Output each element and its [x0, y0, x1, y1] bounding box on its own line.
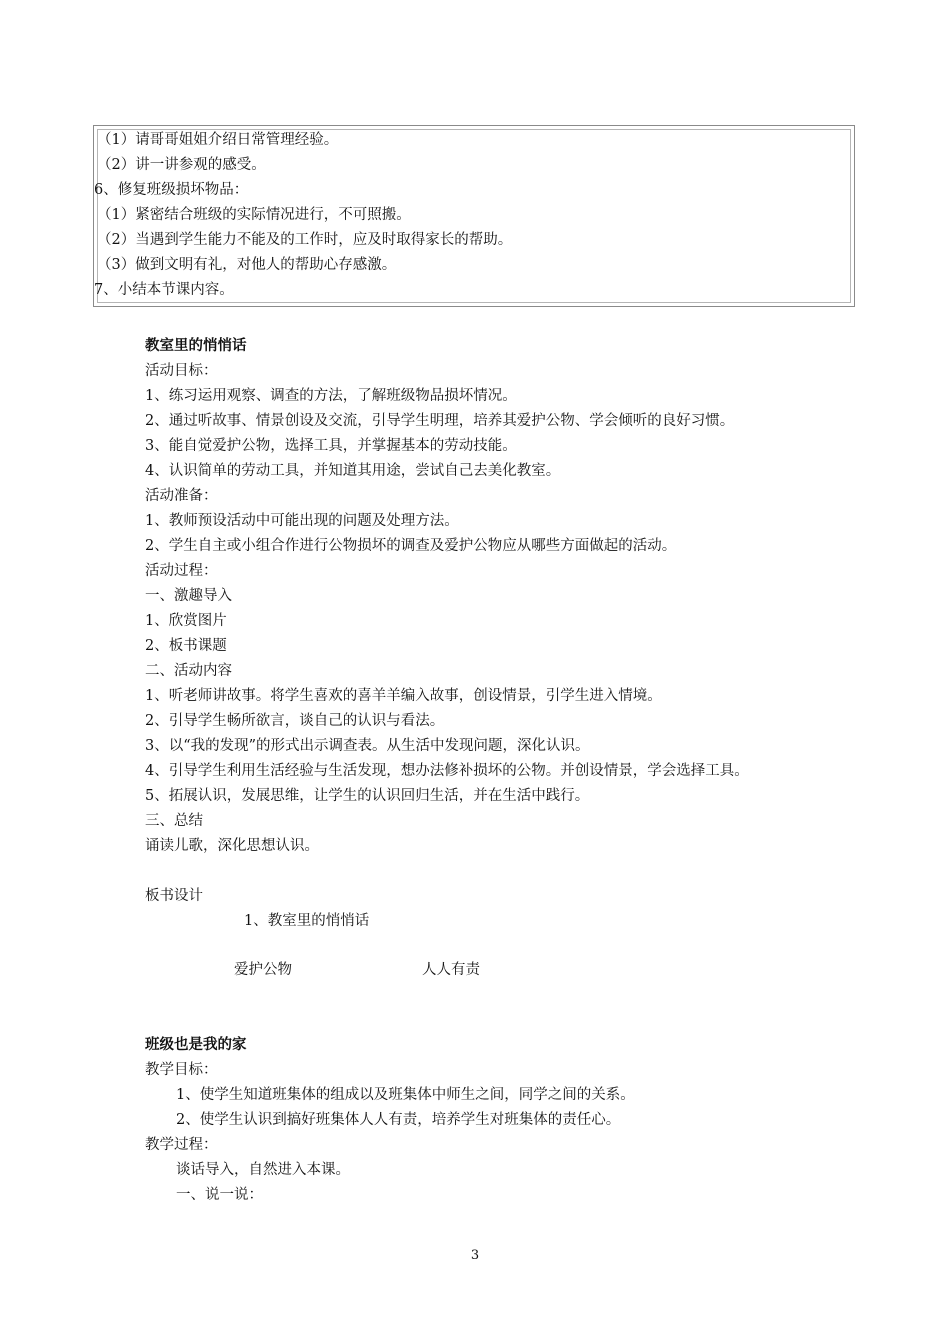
section1-goal-3: 3、能自觉爱护公物，选择工具，并掌握基本的劳动技能。 — [145, 438, 517, 454]
box-line-4: （1）紧密结合班级的实际情况进行，不可照搬。 — [97, 207, 411, 223]
box-line-1: （1）请哥哥姐姐介绍日常管理经验。 — [97, 132, 339, 148]
box-line-3: 6、修复班级损坏物品： — [94, 182, 249, 198]
page-number: 3 — [470, 1248, 480, 1263]
board-design-right: 人人有责 — [422, 962, 480, 978]
section1-process-1: 一、激趣导入 — [145, 588, 232, 604]
section1-process-10: 三、总结 — [145, 813, 203, 829]
section2-goal-2: 2、使学生认识到搞好班集体人人有责，培养学生对班集体的责任心。 — [176, 1112, 621, 1128]
section1-goal-1: 1、练习运用观察、调查的方法，了解班级物品损坏情况。 — [145, 388, 517, 404]
box-line-7: 7、小结本节课内容。 — [94, 282, 234, 298]
section1-prep-1: 1、教师预设活动中可能出现的问题及处理方法。 — [145, 513, 459, 529]
section1-goals-label: 活动目标： — [145, 363, 218, 379]
board-design-title: 1、教室里的悄悄话 — [244, 913, 370, 929]
section1-process-3: 2、板书课题 — [145, 638, 227, 654]
board-design-left: 爱护公物 — [234, 962, 292, 978]
section2-goals-label: 教学目标： — [145, 1062, 218, 1078]
section1-process-11: 诵读儿歌，深化思想认识。 — [145, 838, 319, 854]
section1-process-label: 活动过程： — [145, 563, 218, 579]
box-line-5: （2）当遇到学生能力不能及的工作时，应及时取得家长的帮助。 — [97, 232, 513, 248]
section1-process-4: 二、活动内容 — [145, 663, 232, 679]
section1-process-7: 3、以“我的发现”的形式出示调查表。从生活中发现问题，深化认识。 — [145, 738, 590, 754]
section1-process-6: 2、引导学生畅所欲言，谈自己的认识与看法。 — [145, 713, 445, 729]
section2-goal-1: 1、使学生知道班集体的组成以及班集体中师生之间，同学之间的关系。 — [176, 1087, 635, 1103]
board-design-label: 板书设计 — [145, 888, 203, 904]
section2-process-2: 一、说一说： — [176, 1187, 263, 1203]
section1-prep-label: 活动准备： — [145, 488, 218, 504]
box-line-2: （2）讲一讲参观的感受。 — [97, 157, 266, 173]
section1-goal-4: 4、认识简单的劳动工具，并知道其用途，尝试自己去美化教室。 — [145, 463, 561, 479]
section1-title: 教室里的悄悄话 — [145, 338, 247, 354]
box-line-6: （3）做到文明有礼，对他人的帮助心存感激。 — [97, 257, 397, 273]
section1-process-2: 1、欣赏图片 — [145, 613, 227, 629]
section1-prep-2: 2、学生自主或小组合作进行公物损坏的调查及爱护公物应从哪些方面做起的活动。 — [145, 538, 677, 554]
section2-title: 班级也是我的家 — [145, 1037, 247, 1053]
section2-process-label: 教学过程： — [145, 1137, 218, 1153]
section1-process-8: 4、引导学生利用生活经验与生活发现，想办法修补损坏的公物。并创设情景，学会选择工具。 — [145, 763, 749, 779]
section1-process-5: 1、听老师讲故事。将学生喜欢的喜羊羊编入故事，创设情景，引学生进入情境。 — [145, 688, 662, 704]
section1-goal-2: 2、通过听故事、情景创设及交流，引导学生明理，培养其爱护公物、学会倾听的良好习惯。 — [145, 413, 735, 429]
section2-process-1: 谈话导入，自然进入本课。 — [176, 1162, 350, 1178]
section1-process-9: 5、拓展认识，发展思维，让学生的认识回归生活，并在生活中践行。 — [145, 788, 590, 804]
